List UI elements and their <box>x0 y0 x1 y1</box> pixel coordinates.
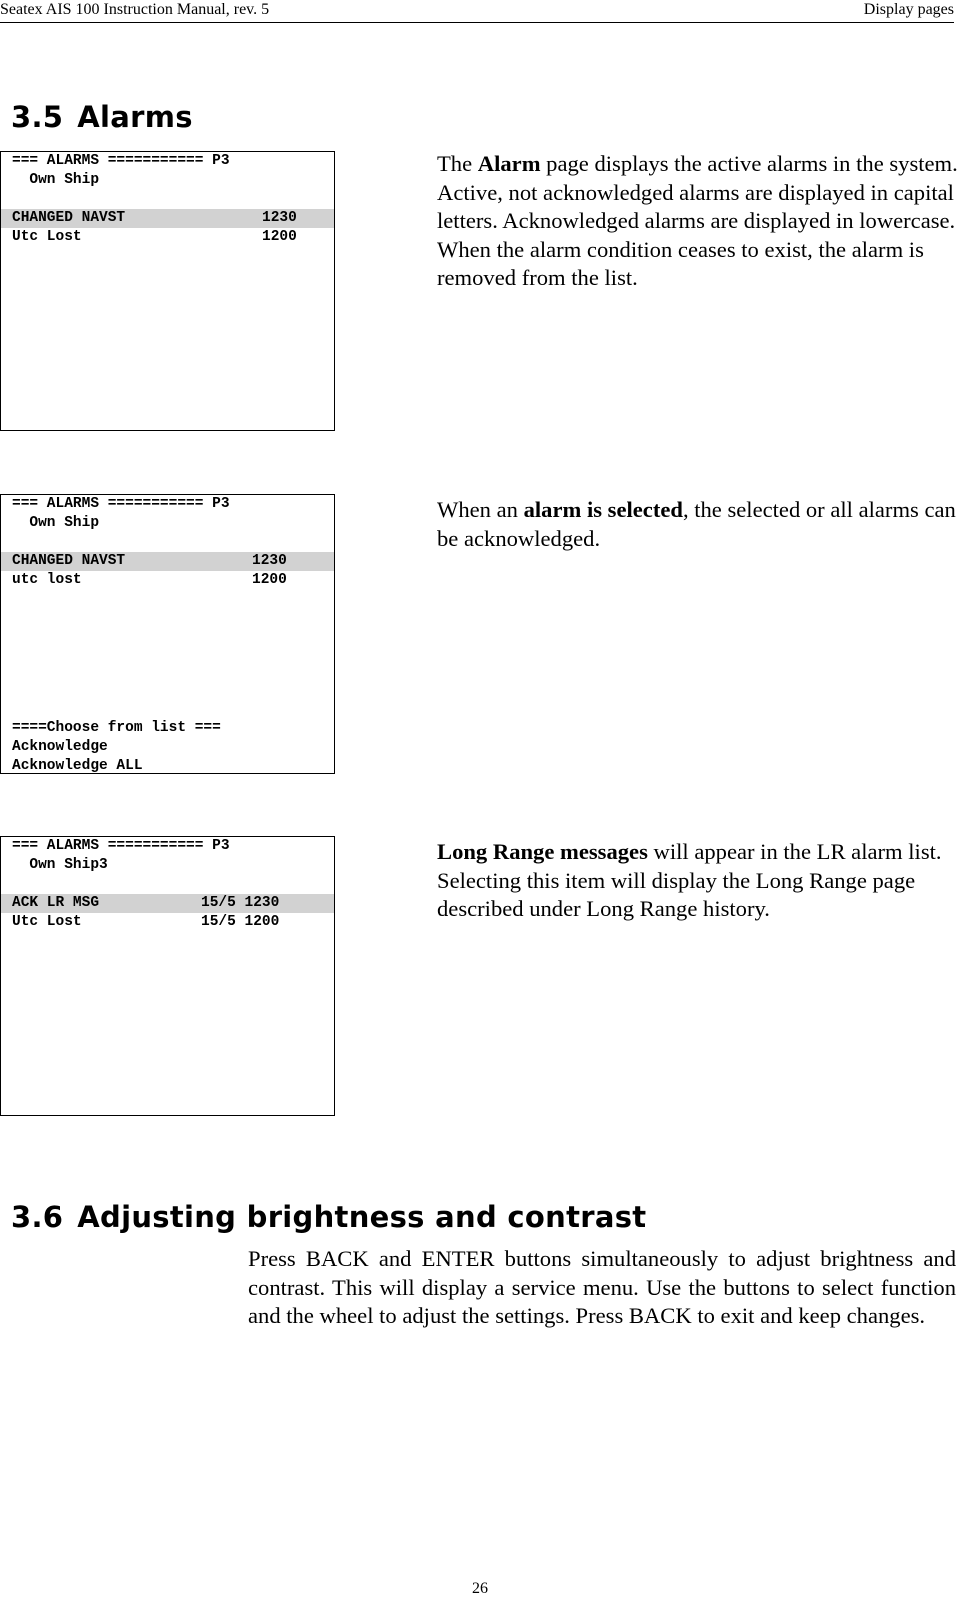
alarm-time: 1230 <box>262 210 297 226</box>
alarm-row-selected[interactable] <box>1 209 334 228</box>
long-range-description: Long Range messages will appear in the LR alarm list. Selecting this item will display the Long Range page described under Long Range history. <box>437 839 942 921</box>
alarm-row-selected[interactable] <box>1 552 334 571</box>
menu-title: ====Choose from list === <box>12 720 221 736</box>
section-title: Adjusting brightness and contrast <box>77 1200 647 1234</box>
alarm-row[interactable] <box>1 913 334 932</box>
alarm-name: Utc Lost <box>12 914 82 930</box>
alarm-time: 1200 <box>262 229 297 245</box>
bold-term: Alarm <box>477 151 541 176</box>
alarm-time: 1230 <box>252 553 287 569</box>
page-number: 26 <box>472 1580 488 1597</box>
alarm-row[interactable] <box>1 571 334 590</box>
alarm-time: 15/5 1230 <box>201 895 280 911</box>
screen-subtitle: Own Ship3 <box>12 857 108 873</box>
alarm-name: utc lost <box>12 572 82 588</box>
alarm-selected-description: When an alarm is selected, the selected or all alarms can be acknowledged. <box>437 497 956 551</box>
screen-title: === ALARMS =========== P3 <box>12 496 230 512</box>
alarm-name: Utc Lost <box>12 229 82 245</box>
alarm-name: ACK LR MSG <box>12 895 100 911</box>
section-title: Alarms <box>77 100 193 134</box>
brightness-description: Press BACK and ENTER buttons simultaneously to adjust brightness and contrast. This will display a service menu. Use the buttons to select function and the wheel to adjust the settings. Press BACK to exit and keep changes. <box>248 1246 956 1328</box>
section-number: 3.5 <box>11 100 64 134</box>
alarm-time: 15/5 1200 <box>201 914 280 930</box>
manual-title: Seatex AIS 100 Instruction Manual, rev. 5 <box>0 1 270 18</box>
section-heading-brightness <box>11 1200 646 1234</box>
chapter-title: Display pages <box>863 1 954 18</box>
section-number: 3.6 <box>11 1200 64 1234</box>
screen-title: === ALARMS =========== P3 <box>12 153 230 169</box>
screen-subtitle: Own Ship <box>12 172 100 188</box>
screen-subtitle: Own Ship <box>12 515 100 531</box>
page-header <box>0 0 954 23</box>
screen-title: === ALARMS =========== P3 <box>12 838 230 854</box>
alarm-time: 1200 <box>252 572 287 588</box>
alarms-screen-long-range <box>0 836 335 1116</box>
alarm-page-description: The Alarm page displays the active alarms in the system. Active, not acknowledged alarms are displayed in capital letters. Acknowledged alarms are displayed in lowercase. When the alarm condition ceases to exist, the alarm is removed from the list. <box>437 151 958 290</box>
alarm-name: CHANGED NAVST <box>12 553 126 569</box>
alarm-row-selected[interactable] <box>1 894 334 913</box>
alarm-name: CHANGED NAVST <box>12 210 126 226</box>
alarms-screen-selected <box>0 494 335 774</box>
alarm-row[interactable] <box>1 228 334 247</box>
menu-item-acknowledge[interactable]: Acknowledge <box>12 739 108 755</box>
section-heading-alarms <box>11 100 193 134</box>
bold-term: alarm is selected <box>523 497 683 522</box>
menu-item-acknowledge-all[interactable]: Acknowledge ALL <box>12 758 143 774</box>
alarms-screen-active <box>0 151 335 431</box>
bold-term: Long Range messages <box>437 839 648 864</box>
